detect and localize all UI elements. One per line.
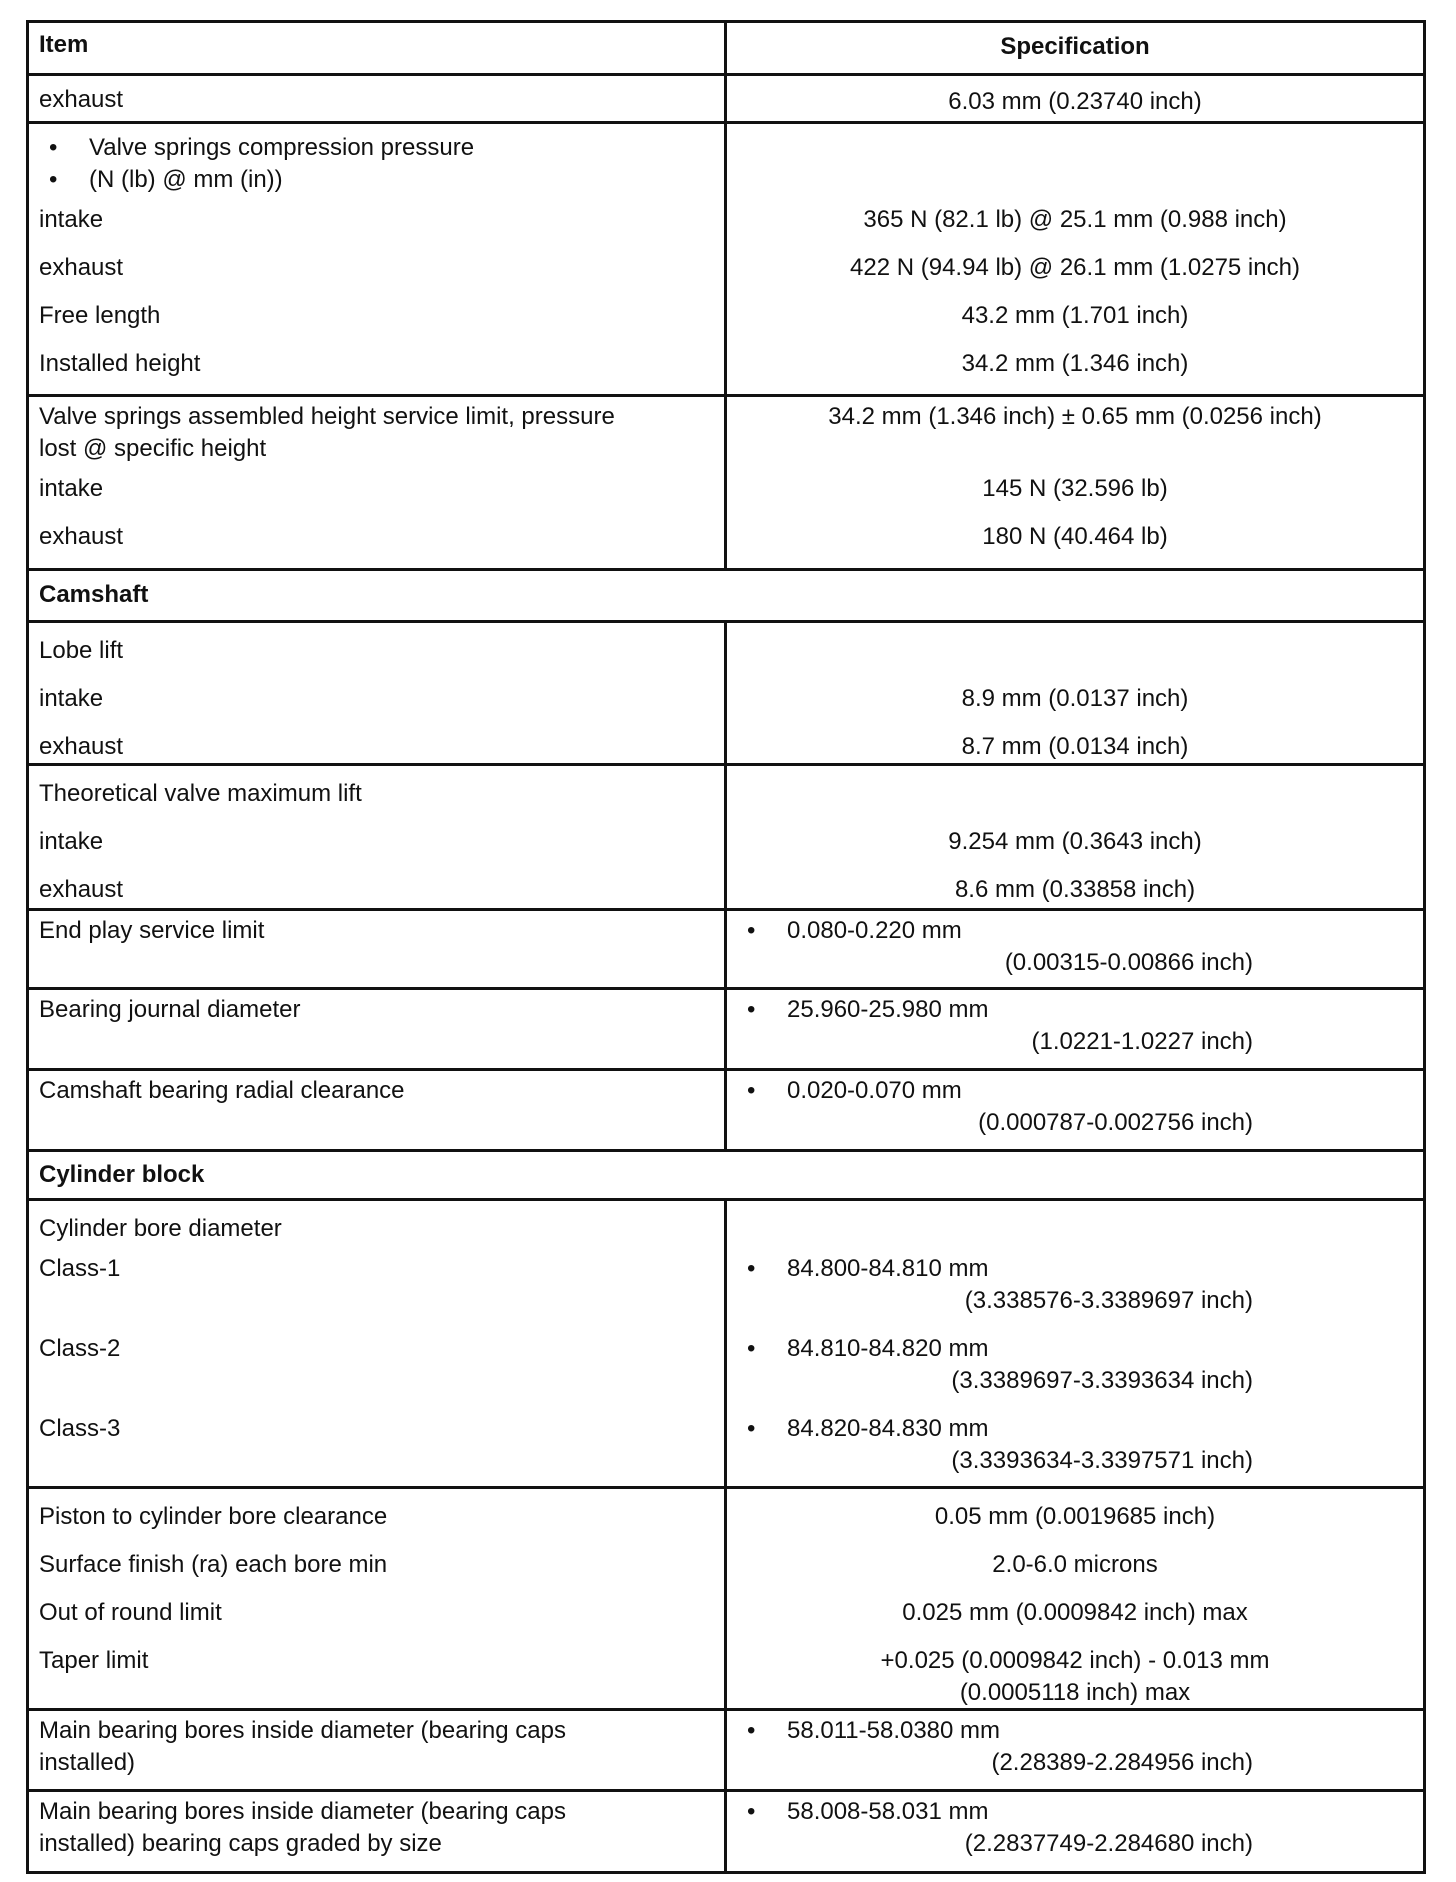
spec-bullet: • 84.820-84.830 mm [737,1413,1413,1445]
spec-inch: (0.00315-0.00866 inch) [1004,949,1253,976]
table-row [29,763,1423,908]
spec-cell: 8.6 mm (0.33858 inch) [954,876,1196,903]
spec-inch: (2.28389-2.284956 inch) [991,1749,1253,1776]
spec-cell: 34.2 mm (1.346 inch) [961,350,1189,377]
item-cell: exhaust [39,733,124,760]
item-cell: Class-1 [39,1255,121,1282]
table-row [29,73,1423,121]
spec-bullet: • 0.080-0.220 mm [737,915,1413,947]
section-row-camshaft [29,568,1423,620]
spec-inch: (1.0221-1.0227 inch) [1031,1028,1253,1055]
spec-cell: 9.254 mm (0.3643 inch) [948,828,1202,855]
specification-table [26,20,1426,1874]
spec-inch: (0.000787-0.002756 inch) [978,1109,1253,1136]
item-cell: exhaust [39,254,124,281]
spec-cell: 8.9 mm (0.0137 inch) [961,685,1189,712]
item-cell: Surface finish (ra) each bore min [39,1551,388,1578]
table-row [29,394,1423,568]
item-cell: Free length [39,302,161,329]
item-cell: intake [39,685,104,712]
spec-cell: 8.7 mm (0.0134 inch) [961,733,1189,760]
spec-inch: (3.338576-3.3389697 inch) [964,1287,1253,1314]
item-cell: End play service limit [39,917,265,944]
spec-cell: 365 N (82.1 lb) @ 25.1 mm (0.988 inch) [863,206,1287,233]
section-heading: Cylinder block [39,1161,205,1188]
spec-cell: 145 N (32.596 lb) [982,475,1168,502]
item-cell: Bearing journal diameter [39,996,301,1023]
item-cell: Theoretical valve maximum lift [39,780,362,807]
spec-cell: 6.03 mm (0.23740 inch) [948,88,1202,115]
spec-bullet: • 0.020-0.070 mm [737,1075,1413,1107]
item-cell: Cylinder bore diameter [39,1215,282,1242]
table-row [29,1789,1423,1871]
spec-cell: 422 N (94.94 lb) @ 26.1 mm (1.0275 inch) [850,254,1300,281]
spec-cell: 0.05 mm (0.0019685 inch) [934,1503,1216,1530]
spec-header: Specification [1000,33,1150,60]
table-row [29,987,1423,1068]
item-cell: exhaust [39,86,124,113]
item-cell: Out of round limit [39,1599,222,1626]
item-cell: Lobe lift [39,637,124,664]
item-cell: lost @ specific height [39,435,267,462]
item-cell: exhaust [39,876,124,903]
section-row-cylinder-block [29,1149,1423,1198]
item-cell: Main bearing bores inside diameter (bearing caps [39,1717,566,1744]
item-cell: exhaust [39,523,124,550]
table-row [29,1708,1423,1789]
table-row [29,908,1423,987]
spec-bullet: • 25.960-25.980 mm [737,994,1413,1026]
item-cell: intake [39,475,104,502]
item-cell: installed) [39,1749,136,1776]
item-cell: intake [39,206,104,233]
item-cell: Class-3 [39,1415,121,1442]
table-row [29,1068,1423,1149]
table-row [29,620,1423,763]
bullet-item: • (N (lb) @ mm (in)) [39,164,714,196]
spec-bullet: • 84.800-84.810 mm [737,1253,1413,1285]
item-cell: Class-2 [39,1335,121,1362]
table-row [29,121,1423,394]
spec-bullet: • 58.008-58.031 mm [737,1796,1413,1828]
item-cell: Taper limit [39,1647,149,1674]
item-cell: Piston to cylinder bore clearance [39,1503,388,1530]
bullet-item: • Valve springs compression pressure [39,132,714,164]
spec-cell: (0.0005118 inch) max [959,1679,1191,1706]
spec-cell: 43.2 mm (1.701 inch) [961,302,1189,329]
item-cell: Main bearing bores inside diameter (bearing caps [39,1798,566,1825]
table-row [29,1198,1423,1486]
spec-cell: 180 N (40.464 lb) [982,523,1168,550]
item-cell: Installed height [39,350,201,377]
spec-inch: (2.2837749-2.284680 inch) [964,1830,1253,1857]
item-cell: Camshaft bearing radial clearance [39,1077,405,1104]
spec-cell: 2.0-6.0 microns [992,1551,1158,1578]
spec-inch: (3.3393634-3.3397571 inch) [951,1447,1253,1474]
table-row [29,1486,1423,1708]
item-cell: intake [39,828,104,855]
spec-inch: (3.3389697-3.3393634 inch) [951,1367,1253,1394]
header-row [29,23,1423,73]
item-cell: installed) bearing caps graded by size [39,1830,442,1857]
spec-bullet: • 84.810-84.820 mm [737,1333,1413,1365]
spec-cell: 34.2 mm (1.346 inch) ± 0.65 mm (0.0256 inch) [828,403,1322,430]
item-header: Item [29,23,727,73]
spec-cell: 0.025 mm (0.0009842 inch) max [902,1599,1248,1626]
item-cell: Valve springs assembled height service limit, pressure [39,403,615,430]
spec-bullet: • 58.011-58.0380 mm [737,1715,1413,1747]
spec-cell: +0.025 (0.0009842 inch) - 0.013 mm [880,1647,1270,1674]
section-heading: Camshaft [39,581,149,608]
